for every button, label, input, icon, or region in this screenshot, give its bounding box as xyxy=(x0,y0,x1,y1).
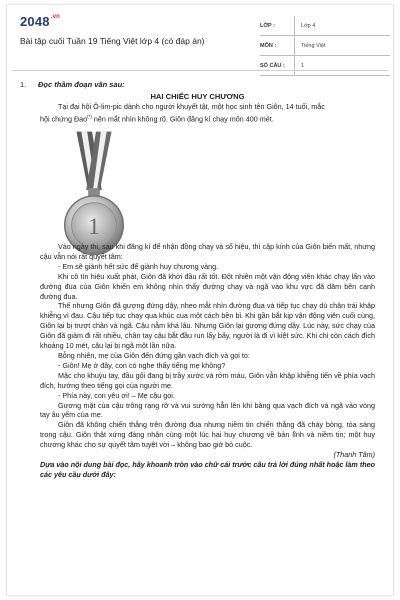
story-paragraph: Mặc cho khuỷu tay, đầu gối đang bị trầy xước và rớm máu, Giôn vẫn khập khiễng tiến về phía vạch đích, hướng theo tiếng gọi của người mẹ. xyxy=(40,370,375,390)
medal-illustration xyxy=(55,128,133,258)
meta-key: MÔN : xyxy=(260,36,295,55)
meta-row-question-count xyxy=(260,56,390,76)
meta-key: SỐ CÂU : xyxy=(260,56,295,75)
story-paragraph: Gương mặt của cậu trông rạng rỡ và vui sướng hẳn lên khi băng qua vạch đích và ngã vào vòng tay âu yếm của mẹ. xyxy=(40,400,375,420)
header-divider xyxy=(12,70,388,71)
story-title: HAI CHIẾC HUY CHƯƠNG xyxy=(150,92,245,101)
meta-key: LỚP : xyxy=(260,16,295,35)
story-paragraph: Vào ngày thi, sau khi đăng kí để nhận đồng chạy và số hiệu, thì cập kính của Giôn biến mất, nhưng cậu vẫn nói rất quyết tâm: xyxy=(40,242,375,261)
meta-table xyxy=(260,16,390,76)
meta-row-subject xyxy=(260,36,390,56)
story-paragraph: Giôn đã không chiến thắng trên đường đua nhưng niềm tin chiến thắng đã cháy bỏng, tỏa sáng trong cậu. Giôn thật xứng đáng nhận cùng một lúc hai huy chương về bản lĩnh và niềm tin; một huy chương khác cho sự quyết tâm tuyệt vời – không bao giờ bỏ cuộc. xyxy=(40,420,375,450)
meta-row-class xyxy=(260,16,390,36)
answer-instruction: Dựa vào nội dung bài đọc, hãy khoanh tròn vào chữ cái trước câu trả lời đúng nhất hoặc làm theo các yêu cầu dưới đây: xyxy=(40,459,375,479)
story-paragraph: Khi cô tín hiệu xuất phát, Giôn đã khởi đầu rất tốt. Đột nhiên một vận động viên khác chạy lấn vào đường đua của Giôn khiến em không nhìn thấy đường chạy và ngã vào khu vực đã dăm bên cạnh đường đua. xyxy=(40,271,375,301)
page-header xyxy=(12,10,388,70)
document-title: Bài tập cuối Tuần 19 Tiếng Việt lớp 4 (có đáp án) xyxy=(20,36,205,46)
meta-value: Lớp 4 xyxy=(301,22,316,29)
site-logo[interactable]: $2048^{.vn}$ xyxy=(20,14,61,29)
question-number: 1. xyxy=(20,80,27,89)
story-paragraph: - Phía này, con yêu ơi! – Mẹ cậu gọi. xyxy=(58,390,175,400)
reading-instruction: Đọc thầm đoạn văn sau: xyxy=(38,80,125,89)
story-body xyxy=(40,242,375,480)
meta-value: 1 xyxy=(301,62,305,69)
author-credit: (Thanh Tâm) xyxy=(333,450,375,460)
footnote-marker: (*) xyxy=(87,113,92,119)
story-paragraph: Thế nhưng Giôn đã gượng đứng dậy, nheo mắt nhìn đường đua và tiếp tục chạy dù chân trái khập khiễng vì đau. Cậu tiếp tục chạy qua khúc cua một cách bền bỉ. Khi gần bắt kịp vận động viên cuối cùng, Giôn lại bị trượt chân và ngã. Cậu nằm khá lâu. Nhưng Giôn lại gượng đứng dậy. Lúc này, sức chạy của Giôn đã giảm đi rất nhiều, chân tay cậu bắt đầu run lẩy bẩy, người là đi vì kiệt sức. Khi chỉ còn cách đích khoảng 10 mét, cậu lại bị ngã một lần nữa. xyxy=(40,301,375,351)
medal-number: 1 xyxy=(88,213,100,240)
story-paragraph: - Em sẽ giành hết sức để giành huy chương vàng. xyxy=(58,261,219,271)
meta-value: Tiếng Việt xyxy=(301,42,326,49)
intro-line-2: hội chứng Đao(*) nên mắt nhìn không rõ. Giôn đăng kí chạy môn 400 mét. xyxy=(40,113,274,124)
story-paragraph: - Giôn! Mẹ ở đây, con có nghe thấy tiếng mẹ không? xyxy=(58,360,226,370)
story-paragraph: Bỗng nhiên, mẹ của Giôn đến đứng gần vạch đích và gọi to: xyxy=(58,350,250,360)
intro-paragraph xyxy=(40,102,375,124)
intro-line-1: Tại đại hội Ô-lim-pic dành cho người khuyết tật, một học sinh tên Giôn, 14 tuổi, mắc xyxy=(58,102,325,111)
